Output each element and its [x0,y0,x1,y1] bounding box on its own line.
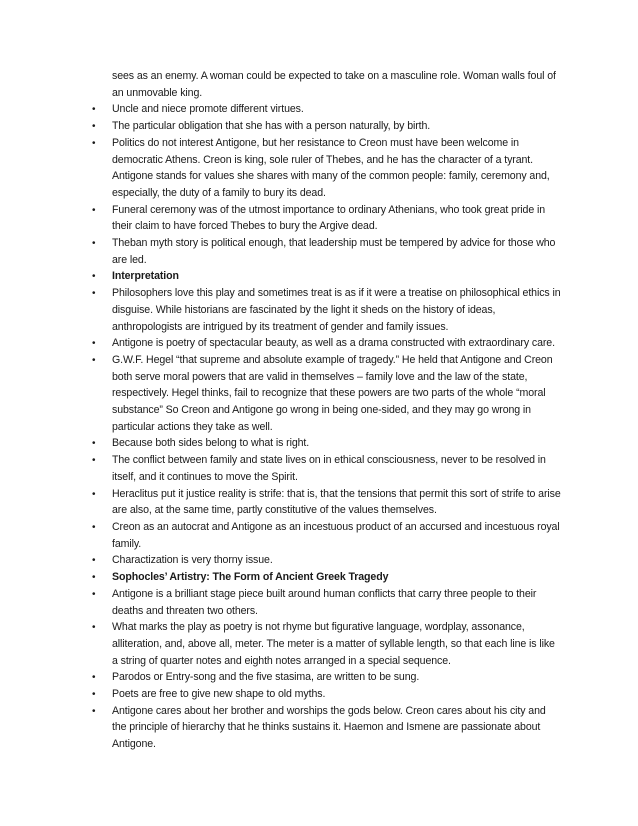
bullet-icon [92,519,112,537]
list-item [92,703,562,753]
list-item-text: Creon as an autocrat and Antigone as an incestuous product of an accursed and incestuous royal family. [112,520,560,550]
bullet-icon [92,669,112,687]
list-item [92,452,562,485]
list-item [92,669,562,686]
list-item [92,569,562,586]
list-item [92,285,562,335]
list-item [92,352,562,436]
list-item [92,202,562,235]
bullet-icon [92,285,112,303]
list-item [92,519,562,552]
bullet-icon [92,101,112,119]
continuation-paragraph: sees as an enemy. A woman could be expected to take on a masculine role. Woman walls foul of an unmovable king. [112,70,556,99]
list-item-text: Antigone cares about her brother and worships the gods below. Creon cares about his city and the principle of hierarchy that he thinks sustains it. Haemon and Ismene are passionate about Antigone. [112,704,546,751]
bullet-icon [92,619,112,637]
list-item-text: G.W.F. Hegel “that supreme and absolute example of tragedy.” He held that Antigone and Creon both serve moral powers that are valid in themselves – family love and the law of the state, respectively. Hegel thinks, fail to recognize that these powers are two parts of the whole “moral substance” So Creon and Antigone go wrong in being one-sided, and they may go wrong in particular actions they take as well. [112,353,553,433]
bullet-icon [92,435,112,453]
list-item [92,268,562,285]
list-item-text: Poets are free to give new shape to old myths. [112,688,326,701]
list-item [92,435,562,452]
list-item [92,486,562,519]
list-item-text: What marks the play as poetry is not rhyme but figurative language, wordplay, assonance, alliteration, and, above all, meter. The meter is a matter of syllable length, so that each line is like a string of quarter notes and eighth notes arranged in a special sequence. [112,621,555,667]
list-item-text: Parodos or Entry-song and the five stasima, are written to be sung. [112,671,420,684]
list-item-text: Charactization is very thorny issue. [112,554,273,567]
list-item-text: Funeral ceremony was of the utmost importance to ordinary Athenians, who took great pride in their claim to have forced Thebes to bury the Argive dead. [112,203,546,233]
bullet-icon [92,686,112,704]
list-item [92,101,562,118]
list-item-text: Theban myth story is political enough, that leadership must be tempered by advice for those who are led. [112,237,556,266]
list-item [92,619,562,669]
list-item [92,552,562,569]
list-item-text: Uncle and niece promote different virtues. [112,103,304,116]
list-item-text: Antigone is a brilliant stage piece built around human conflicts that carry three people to their deaths and threaten two others. [112,587,537,617]
list-item-text: Philosophers love this play and sometimes treat is as if it were a treatise on philosophical ethics in disguise. While historians are fascinated by the light it sheds on the history of ideas, anthropologists are intrigued by its treatment of gender and family issues. [112,287,561,333]
list-item [92,335,562,352]
bullet-icon [92,486,112,504]
bullet-icon [92,202,112,220]
bullet-icon [92,268,112,286]
list-item-text: The particular obligation that she has with a person naturally, by birth. [112,120,431,133]
bullet-icon [92,135,112,153]
bullet-icon [92,552,112,570]
document-body [92,68,562,753]
list-item [92,586,562,619]
list-item [92,686,562,703]
bullet-icon [92,352,112,370]
bullet-icon [92,118,112,136]
list-item [92,235,562,268]
section-heading: Interpretation [112,270,179,283]
list-item-text: Heraclitus put it justice reality is strife: that is, that the tensions that permit this sort of strife to arise are also, at the same time, partly constitutive of the values themselves. [112,487,561,517]
section-heading: Sophocles’ Artistry: The Form of Ancient Greek Tragedy [112,571,389,584]
bullet-icon [92,586,112,604]
list-item-text: Because both sides belong to what is right. [112,437,310,450]
list-item-text: The conflict between family and state lives on in ethical consciousness, never to be resolved in itself, and it continues to move the Spirit. [112,454,546,483]
list-item [92,135,562,202]
list-item-text: Antigone is poetry of spectacular beauty, as well as a drama constructed with extraordinary care. [112,337,555,350]
bullet-icon [92,569,112,587]
bullet-icon [92,703,112,721]
list-item-text: Politics do not interest Antigone, but her resistance to Creon must have been welcome in democratic Athens. Creon is king, sole ruler of Thebes, and he has the character of a tyrant. Antigone stands for values she shares with many of the common people: family, ceremony and, especially, the duty of a family to bury its dead. [112,136,550,199]
bullet-icon [92,235,112,253]
bullet-icon [92,335,112,353]
list-item [92,118,562,135]
bullet-icon [92,452,112,470]
bullet-list [92,101,562,752]
